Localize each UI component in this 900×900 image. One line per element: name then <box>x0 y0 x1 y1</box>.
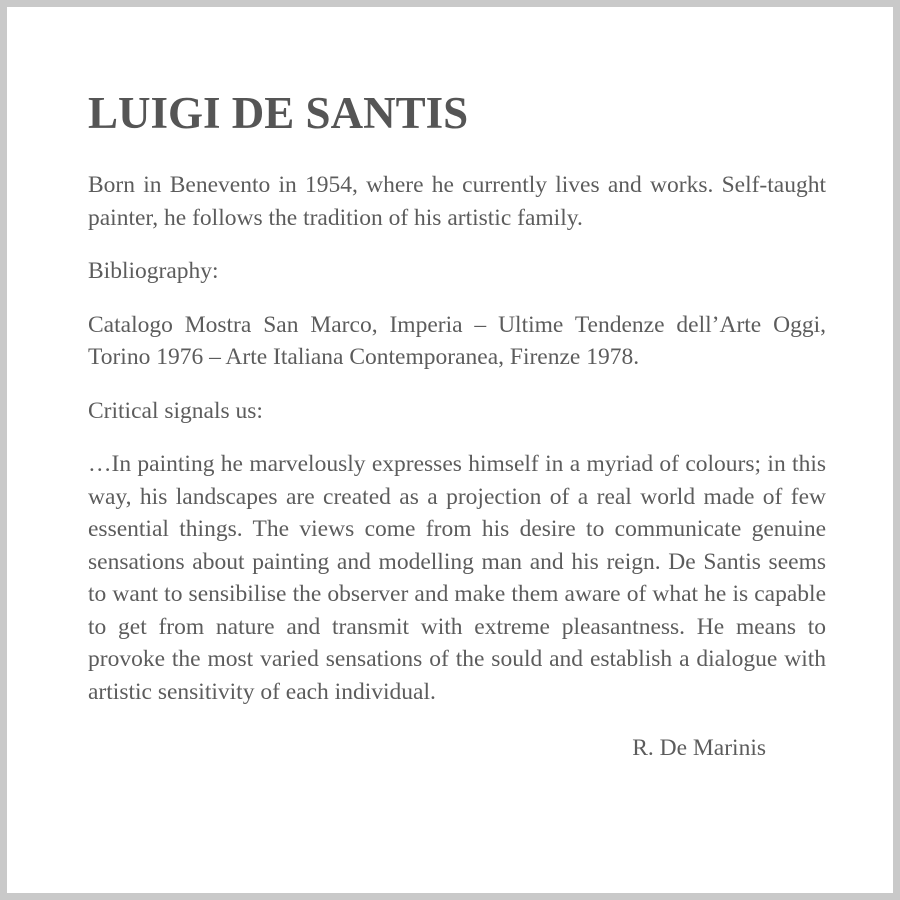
bibliography-paragraph: Catalogo Mostra San Marco, Imperia – Ultime Tendenze dell’Arte Oggi, Torino 1976 – Arte Italiana Contemporanea, Firenze 1978. <box>88 311 826 370</box>
document-body <box>88 85 826 764</box>
critical-quote-paragraph: …In painting he marvelously expresses himself in a myriad of colours; in this way, his landscapes are created as a projection of a real world made of few essential things. The views come from his desire to communicate genuine sensations about painting and modelling man and his reign. De Santis seems to want to sensibilise the observer and make them aware of what he is capable to get from nature and transmit with extreme pleasantness. He means to provoke the most varied sensations of the sould and establish a dialogue with artistic sensitivity of each individual. <box>88 451 826 705</box>
critic-signature: R. De Marinis <box>632 735 766 761</box>
artist-name-title: LUIGI DE SANTIS <box>88 88 469 138</box>
critical-label: Critical signals us: <box>88 397 263 424</box>
bibliography-label: Bibliography: <box>88 258 219 284</box>
biography-paragraph: Born in Benevento in 1954, where he currently lives and works. Self-taught painter, he follows the tradition of his artistic family. <box>88 172 826 231</box>
